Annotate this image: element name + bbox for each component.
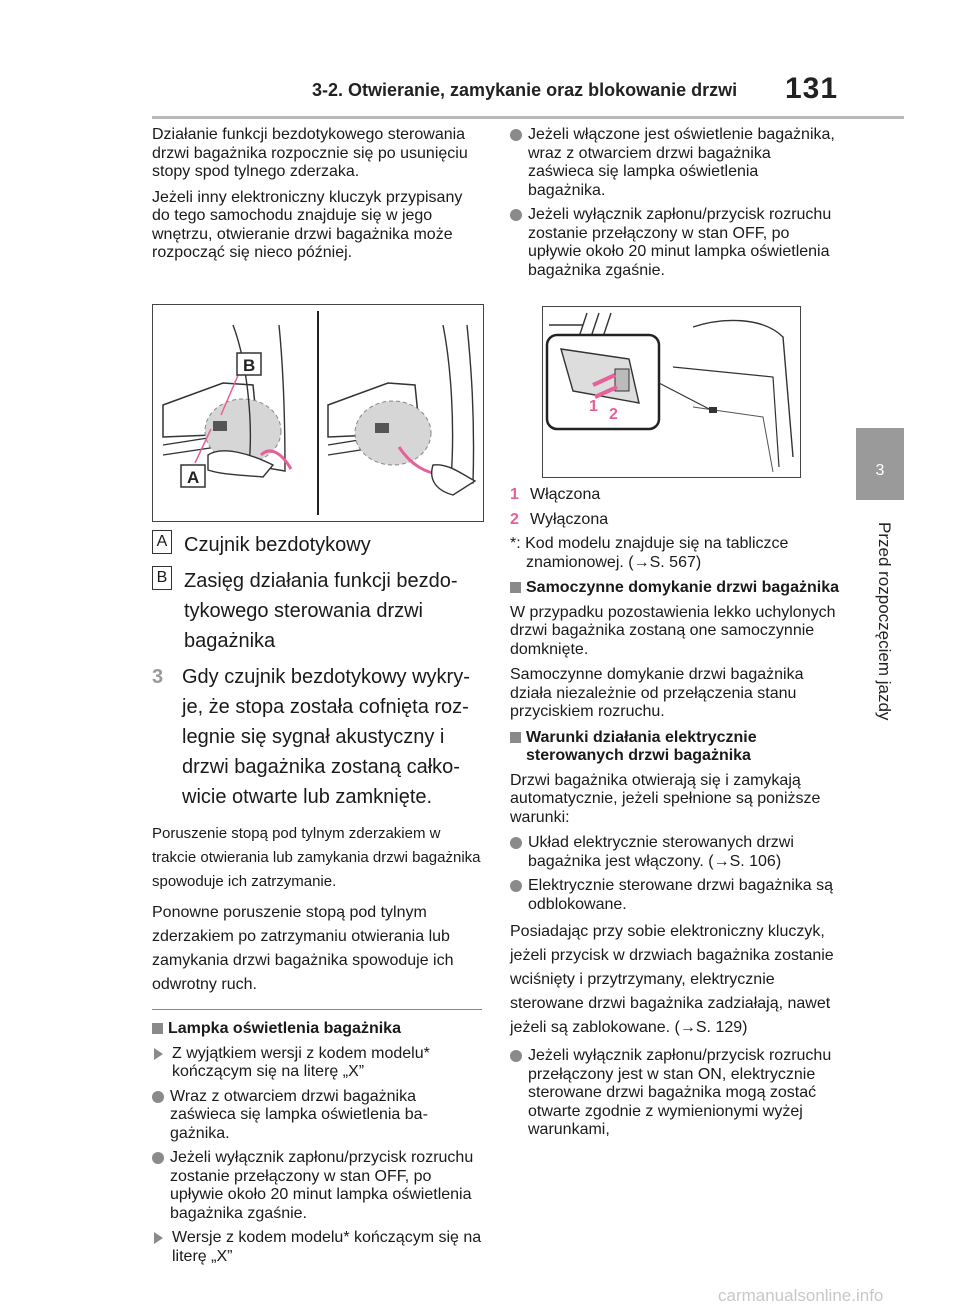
step-3 xyxy=(152,662,482,812)
variant-item xyxy=(152,1229,482,1266)
figure-label-a: A xyxy=(187,468,200,487)
chapter-number: 3 xyxy=(875,462,885,479)
footnote: *: Kod modelu znajduje się na tabliczce znamionowej. (→S. 567) xyxy=(510,535,789,571)
section-lamp xyxy=(152,1009,482,1266)
paragraph: Działanie funkcji bezdotykowego sterowania drzwi bagażnika rozpocznie się po usunięciu stopy spod tylnego zderzaka. xyxy=(152,126,468,180)
bullet-icon xyxy=(510,209,522,221)
right-column xyxy=(510,126,840,286)
section-marker xyxy=(152,1023,163,1034)
step-text: Gdy czujnik bezdotykowy wykryje, że stopa została cofnięta rozlegnie się sygnał akustyczny i drzwi bagażnika zostaną całkowicie otwarte lub zamknięte. xyxy=(182,666,470,808)
legend-text-b: Zasięg działania funkcji bezdotykowego sterowania drzwi bagażnika xyxy=(184,570,458,652)
figure-number-1: 1 xyxy=(589,398,598,415)
bullet-text: Jeżeli wyłącznik zapłonu/przycisk rozruchu przełączony jest w stan ON, elektrycznie sterowane drzwi bagażnika mogą zostać otwarte zgodnie z wymienionymi wyżej warunkami, xyxy=(528,1047,832,1138)
variant-item xyxy=(152,1045,482,1082)
bullet-text: Układ elektrycznie sterowanych drzwi bagażnika jest włączony. (→S. 106) xyxy=(528,834,794,870)
bullet-item xyxy=(510,126,840,200)
section-title-text: Samoczynne domykanie drzwi bagażnika xyxy=(526,579,839,596)
legend-item-1 xyxy=(510,486,840,505)
foot-sensor-drawing xyxy=(153,305,483,521)
paragraph: Jeżeli inny elektroniczny kluczyk przypisany do tego samochodu znajduje się w jego wnętrzu, otwieranie drzwi bagażnika może rozpocząć się nieco później. xyxy=(152,188,463,261)
bullet-icon xyxy=(152,1152,164,1164)
bullet-item xyxy=(510,1047,840,1140)
legend-item-a xyxy=(152,530,482,560)
page-number: 131 xyxy=(785,72,839,105)
note: Poruszenie stopą pod tylnym zderzakiem w trakcie otwierania lub zamykania drzwi bagażnika spowoduje ich zatrzymanie. xyxy=(152,825,481,890)
section-title-text: Warunki działania elektrycznie sterowanych drzwi bagażnika xyxy=(526,728,757,764)
bullet-item xyxy=(510,206,840,280)
legend-key-a: A xyxy=(152,530,172,554)
legend-text: Wyłączona xyxy=(530,510,609,528)
section-marker xyxy=(510,582,521,593)
luggage-lamp-drawing xyxy=(543,307,800,477)
section-title xyxy=(152,1020,482,1039)
foot-sensor-illustration xyxy=(152,304,484,522)
bullet-item xyxy=(152,1149,482,1223)
triangle-icon xyxy=(154,1232,163,1244)
left-column xyxy=(152,126,482,270)
figure-label-b: B xyxy=(243,356,256,375)
legend-number: 2 xyxy=(510,510,519,528)
chapter-tab xyxy=(856,428,904,500)
bullet-icon xyxy=(152,1091,164,1103)
bullet-text: Jeżeli wyłącznik zapłonu/przycisk rozruchu zostanie przełączony w stan OFF, po upływie około 20 minut lampka oświetlenia bagażnika zgaśnie. xyxy=(528,206,832,279)
paragraph: Samoczynne domykanie drzwi bagażnika działa niezależnie od przełączenia stanu przyciskiem rozruchu. xyxy=(510,666,804,720)
bullet-item xyxy=(510,834,840,871)
paragraph: Posiadając przy sobie elektroniczny kluczyk, jeżeli przycisk w drzwiach bagażnika zostanie wciśnięty i przytrzymany, elektrycznie sterowane drzwi bagażnika zadziałają, nawet jeżeli są zablokowane. (→S. 129) xyxy=(510,923,834,1036)
section-title xyxy=(510,729,840,766)
legend-text-a: Czujnik bezdotykowy xyxy=(184,534,371,556)
bullet-icon xyxy=(510,880,522,892)
header-rule xyxy=(152,116,904,119)
figure-number-2: 2 xyxy=(609,406,618,423)
legend-number: 1 xyxy=(510,486,519,503)
figure-legend xyxy=(152,530,482,1272)
section-marker xyxy=(510,732,521,743)
triangle-icon xyxy=(154,1048,163,1060)
legend-item-b xyxy=(152,566,482,656)
variant-text: Wersje z kodem modelu* kończącym się na literę „X” xyxy=(172,1229,482,1265)
legend-item-2 xyxy=(510,511,840,530)
step-number: 3 xyxy=(152,666,164,688)
bullet-icon xyxy=(510,129,522,141)
paragraph: Drzwi bagażnika otwierają się i zamykają automatycznie, jeżeli spełnione są poniższe warunki: xyxy=(510,771,821,826)
bullet-item xyxy=(510,877,840,914)
note: Ponowne poruszenie stopą pod tylnym zderzakiem po zatrzymaniu otwierania lub zamykania drzwi bagażnika spowoduje ich odwrotny ruch. xyxy=(152,904,454,993)
section-title xyxy=(510,579,840,598)
watermark: carmanualsonline.info xyxy=(718,1286,884,1305)
paragraph: W przypadku pozostawienia lekko uchylonych drzwi bagażnika zostaną one samoczynnie domknięte. xyxy=(510,603,836,658)
chapter-label: Przed rozpoczęciem jazdy xyxy=(875,522,894,721)
bullet-icon xyxy=(510,837,522,849)
bullet-text: Wraz z otwarciem drzwi bagażnika zaświeca się lampka oświetlenia bagażnika. xyxy=(170,1087,428,1142)
bullet-text: Jeżeli włączone jest oświetlenie bagażnika, wraz z otwarciem drzwi bagażnika zaświeca się lampka oświetlenia bagażnika. xyxy=(528,126,835,199)
bullet-text: Jeżeli wyłącznik zapłonu/przycisk rozruchu zostanie przełączony w stan OFF, po upływie około 20 minut lampka oświetlenia bagażnika zgaśnie. xyxy=(170,1149,474,1222)
bullet-icon xyxy=(510,1050,522,1062)
right-column-lower xyxy=(510,486,840,1146)
legend-key-b: B xyxy=(152,566,172,590)
section-title-text: Lampka oświetlenia bagażnika xyxy=(168,1020,401,1037)
legend-text: Włączona xyxy=(530,486,601,503)
bullet-item xyxy=(152,1088,482,1144)
luggage-lamp-illustration xyxy=(542,306,801,478)
running-header-title: 3-2. Otwieranie, zamykanie oraz blokowanie drzwi xyxy=(312,80,738,100)
bullet-text: Elektrycznie sterowane drzwi bagażnika są odblokowane. xyxy=(528,877,834,913)
variant-text: Z wyjątkiem wersji z kodem modelu* kończącym się na literę „X” xyxy=(172,1044,430,1080)
